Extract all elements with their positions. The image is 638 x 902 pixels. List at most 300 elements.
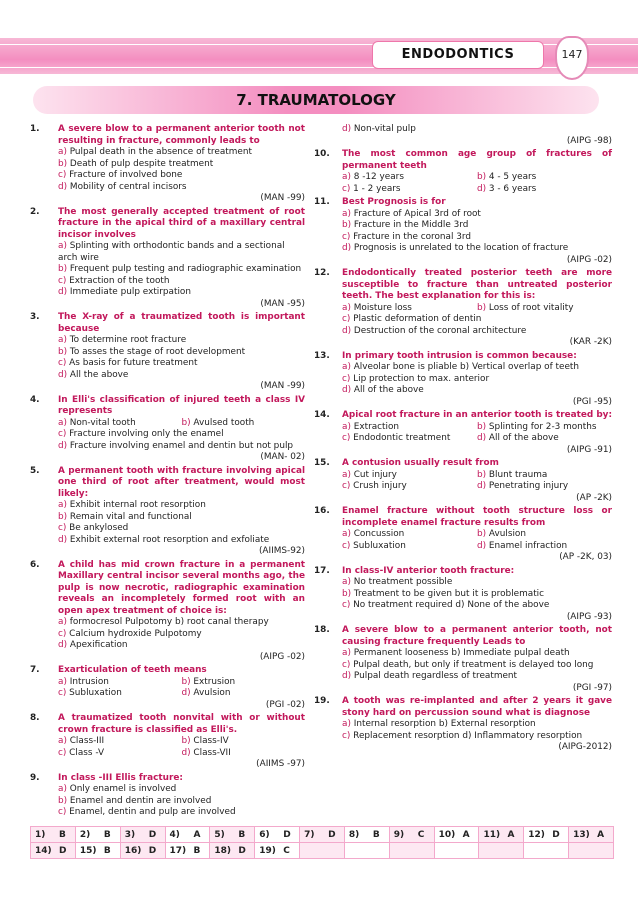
answer-number: 9)	[393, 829, 405, 840]
question-options	[342, 124, 612, 136]
option-letter: d)	[477, 433, 489, 443]
option-letter: b)	[477, 172, 489, 182]
option-letter: d)	[58, 440, 70, 451]
option-text: Permanent looseness b) Immediate pulpal death	[353, 648, 570, 658]
question-number: 6.	[30, 559, 40, 570]
option-letter: c)	[58, 628, 70, 639]
answer-number: 11)	[483, 829, 501, 840]
option	[477, 470, 612, 482]
option-letter: d)	[342, 325, 354, 336]
question-options	[58, 784, 305, 819]
option	[342, 470, 477, 482]
answer-cell	[210, 827, 255, 842]
option-letter: c)	[58, 807, 70, 817]
question-number: 3.	[30, 312, 40, 322]
option-text: No treatment possible	[353, 577, 453, 587]
question-options	[342, 529, 612, 552]
exam-reference: (AIPG-2012)	[558, 742, 612, 752]
option	[342, 671, 612, 683]
answer-cell	[569, 843, 613, 858]
option-letter: d)	[477, 540, 489, 551]
option-letter: d)	[58, 640, 70, 650]
option-text: All of the above	[488, 433, 559, 443]
option-pair	[342, 184, 612, 196]
option	[182, 748, 306, 760]
answer-cell	[390, 827, 435, 842]
question-number: 14.	[314, 410, 330, 420]
option-text: Subluxation	[69, 688, 122, 698]
option	[342, 433, 477, 445]
option-pair	[58, 688, 305, 700]
answer-row	[30, 826, 614, 843]
option	[58, 347, 305, 359]
option-text: Class -V	[69, 747, 105, 758]
option-letter: c)	[58, 747, 70, 758]
exam-reference: (AP -2K, 03)	[559, 552, 612, 562]
question-options	[58, 500, 305, 546]
question-item	[314, 268, 612, 349]
question-item	[314, 351, 612, 409]
option-pair	[342, 541, 612, 553]
option-text: Enamel, dentin and pulp are involved	[69, 807, 236, 817]
question-number: 9.	[30, 772, 40, 783]
answer-value: A	[462, 829, 470, 840]
option-letter: c)	[342, 730, 354, 741]
exam-reference: (AIPG -98)	[566, 135, 612, 146]
option-letter: b)	[477, 529, 489, 539]
exam-reference: (AIPG -93)	[566, 611, 612, 622]
option-letter: a)	[58, 335, 70, 345]
option-text: Class-III	[69, 736, 105, 746]
option-letter: d)	[342, 243, 354, 253]
question-text: A traumatized tooth nonvital with or without crown fracture is classified as Elli's.	[58, 713, 305, 735]
option-letter: d)	[181, 747, 194, 758]
option-text: All the above	[69, 369, 129, 380]
option	[342, 589, 612, 601]
answer-cell	[121, 843, 166, 858]
option-text: Fracture in the Middle 3rd	[353, 220, 469, 230]
question-options	[58, 418, 305, 453]
option-letter: c)	[58, 429, 70, 439]
question-item	[30, 466, 305, 558]
answer-cell	[76, 843, 121, 858]
question-number: 10.	[314, 149, 330, 159]
question-item	[314, 197, 612, 266]
option	[477, 184, 612, 196]
option-letter: a)	[58, 736, 70, 746]
answer-cell	[435, 827, 480, 842]
option-text: Endodontic treatment	[353, 433, 451, 443]
exam-reference: (AIIMS-92)	[258, 546, 305, 556]
option	[58, 535, 305, 547]
option	[342, 209, 612, 221]
option-pair	[58, 748, 305, 760]
answer-value: B	[103, 829, 111, 840]
option-text: Enamel and dentin are involved	[69, 795, 212, 806]
option-letter: b)	[181, 676, 194, 687]
answer-value: D	[283, 829, 291, 840]
option-text: No treatment required d) None of the above	[353, 600, 550, 610]
answer-value: B	[193, 845, 201, 856]
answer-cell	[300, 827, 345, 842]
option-letter: b)	[58, 264, 70, 274]
answer-number: 17)	[169, 845, 187, 856]
question-item	[314, 625, 612, 694]
answer-value: D	[238, 845, 246, 856]
question-text: Exarticulation of teeth means	[58, 665, 207, 675]
question-text: A permanent tooth with fracture involving apical one third of root after treatment, would most likely:	[58, 465, 305, 499]
option	[58, 370, 305, 382]
option	[58, 617, 305, 629]
option-letter: d)	[342, 671, 354, 681]
option-text: Exhibit internal root resorption	[69, 500, 206, 510]
answer-value: B	[372, 829, 380, 840]
question-number: 2.	[30, 206, 40, 217]
option-text: 8 -12 years	[353, 172, 404, 182]
question-item	[314, 566, 612, 624]
option-letter: a)	[58, 617, 70, 627]
question-item	[30, 560, 305, 664]
option-text: Enamel infraction	[488, 540, 568, 551]
option	[342, 385, 612, 397]
option-text: As basis for future treatment	[69, 358, 198, 368]
option	[58, 159, 305, 171]
option-letter: a)	[342, 421, 354, 432]
exam-reference: (AIPG -02)	[259, 651, 305, 662]
option-letter: c)	[342, 600, 354, 610]
answer-number: 6)	[259, 829, 270, 840]
option	[342, 314, 612, 326]
answer-cell	[435, 843, 480, 858]
option	[58, 677, 182, 689]
answer-value: D	[148, 829, 157, 840]
chapter-title: 7. TRAUMATOLOGY	[33, 86, 599, 114]
option-pair	[342, 422, 612, 434]
question-text: A severe blow to a permanent anterior tooth, not causing fracture frequently Leads to	[342, 625, 612, 647]
option	[342, 326, 612, 338]
option-pair	[342, 172, 612, 184]
question-options	[342, 648, 612, 683]
option	[342, 124, 612, 136]
answer-value: A	[507, 829, 515, 840]
answer-number: 1)	[35, 829, 46, 840]
option-text: Blunt trauma	[488, 469, 548, 480]
question-options	[58, 736, 305, 759]
option	[58, 796, 305, 808]
answer-number: 15)	[79, 845, 97, 856]
answer-value: A	[597, 829, 605, 840]
question-text: The most generally accepted treatment of root fracture in the apical third of a maxillary central incisor involves	[58, 206, 305, 240]
question-options	[58, 617, 305, 652]
exam-reference: (MAN -99)	[260, 381, 305, 391]
option-letter: c)	[342, 659, 354, 670]
option-text: Extrusion	[193, 676, 236, 687]
question-item	[30, 665, 305, 711]
option-text: Alveolar bone is pliable b) Vertical overlap of teeth	[353, 362, 580, 372]
question-item	[30, 207, 305, 311]
option	[58, 688, 182, 700]
option-letter: d)	[477, 183, 489, 194]
question-number: 11.	[314, 197, 330, 207]
option	[342, 529, 477, 541]
question-item	[314, 458, 612, 504]
question-options	[342, 422, 612, 445]
option-letter: a)	[58, 784, 70, 794]
option-text: Mobility of central incisors	[69, 181, 187, 192]
option-text: Exhibit external root resorption and exfoliate	[69, 534, 270, 545]
answer-value: B	[103, 845, 111, 856]
exam-reference: (AIPG -91)	[566, 444, 612, 455]
option	[58, 640, 305, 652]
option-text: Class-VII	[193, 747, 231, 758]
option-text: Splinting for 2-3 months	[488, 421, 597, 432]
answer-cell	[255, 843, 300, 858]
answer-number: 19)	[259, 845, 276, 856]
option-text: Pulpal death, but only if treatment is delayed too long	[353, 659, 594, 670]
question-number: 12.	[314, 268, 330, 278]
option	[477, 172, 612, 184]
option-text: All of the above	[353, 385, 424, 395]
option	[477, 422, 612, 434]
option-text: Concussion	[353, 529, 405, 539]
option	[58, 241, 305, 264]
question-item	[314, 149, 612, 195]
answer-number: 10)	[438, 829, 456, 840]
option-letter: a)	[342, 719, 354, 729]
option-letter: c)	[342, 481, 354, 491]
answer-value: D	[328, 829, 336, 840]
answer-number: 18)	[214, 845, 232, 856]
option-letter: b)	[181, 417, 194, 428]
option-text: Frequent pulp testing and radiographic examination	[69, 264, 302, 274]
option-text: Subluxation	[353, 540, 406, 551]
option	[58, 418, 182, 430]
question-text: The most common age group of fractures of permanent teeth	[342, 149, 612, 171]
option	[58, 784, 305, 796]
option-letter: a)	[342, 577, 354, 587]
answer-cell	[166, 827, 211, 842]
option-letter: c)	[342, 314, 354, 324]
exam-reference: (MAN- 02)	[260, 452, 305, 462]
answer-number: 7)	[304, 829, 315, 840]
option	[342, 374, 612, 386]
option-letter: a)	[58, 417, 70, 428]
question-number: 18.	[314, 625, 330, 635]
option-text: Moisture loss	[353, 302, 412, 313]
option	[58, 748, 182, 760]
option-letter: a)	[342, 362, 354, 372]
option-text: 4 - 5 years	[488, 172, 537, 182]
option-text: Death of pulp despite treatment	[69, 158, 214, 169]
answer-cell	[31, 843, 76, 858]
question-item	[30, 395, 305, 464]
option	[477, 433, 612, 445]
option-letter: a)	[58, 500, 70, 510]
answer-cell	[479, 843, 524, 858]
option	[477, 529, 612, 541]
option-text: Apexification	[69, 640, 128, 650]
option-text: To determine root fracture	[69, 335, 187, 345]
option-letter: c)	[342, 373, 354, 384]
answer-number: 2)	[79, 829, 91, 840]
option	[342, 172, 477, 184]
option-text: Destruction of the coronal architecture	[353, 325, 527, 336]
option-pair	[342, 529, 612, 541]
option-text: Remain vital and functional	[69, 511, 192, 522]
question-options	[58, 241, 305, 299]
option-text: Non-vital pulp	[353, 124, 416, 134]
option	[342, 577, 612, 589]
option	[182, 677, 306, 689]
question-number: 16.	[314, 506, 330, 516]
option	[342, 303, 477, 315]
option-letter: a)	[342, 648, 354, 658]
option-letter: a)	[342, 172, 354, 182]
option	[58, 629, 305, 641]
option	[58, 500, 305, 512]
answer-number: 14)	[35, 845, 52, 856]
option	[58, 170, 305, 182]
right-column	[314, 124, 612, 756]
option-letter: c)	[342, 540, 354, 551]
answer-value: B	[238, 829, 246, 840]
answer-value: D	[148, 845, 157, 856]
question-options	[342, 303, 612, 338]
question-number: 15.	[314, 458, 330, 468]
question-text: In class -III Ellis fracture:	[58, 772, 183, 783]
option-text: Non-vital tooth	[69, 417, 136, 428]
exam-reference: (AIIMS -97)	[256, 759, 305, 769]
option-letter: c)	[58, 358, 70, 368]
option-letter: b)	[58, 511, 70, 522]
option-letter: d)	[477, 481, 489, 491]
question-number: 1.	[30, 124, 40, 134]
question-text: In Elli's classification of injured teeth a class IV represents	[58, 394, 305, 416]
answer-value: D	[552, 829, 560, 840]
option-letter: b)	[342, 220, 354, 230]
option-text: Class-IV	[193, 736, 229, 746]
option-pair	[342, 433, 612, 445]
answer-value: B	[59, 829, 66, 840]
question-number: 17.	[314, 565, 330, 576]
option-letter: a)	[58, 676, 70, 687]
answer-cell	[345, 827, 390, 842]
question-options	[58, 335, 305, 381]
option-letter: b)	[477, 421, 489, 432]
option-letter: b)	[58, 795, 70, 806]
option	[58, 182, 305, 194]
option	[58, 429, 305, 441]
answer-value: C	[417, 829, 425, 840]
answer-number: 12)	[528, 829, 545, 840]
option-text: Avulsion	[488, 529, 526, 539]
question-item	[30, 773, 305, 819]
answer-cell	[524, 843, 569, 858]
option-letter: d)	[181, 688, 194, 698]
option-text: Internal resorption b) External resorption	[353, 719, 536, 729]
question-options	[342, 577, 612, 612]
question-options	[342, 362, 612, 397]
exam-reference: (AP -2K)	[576, 492, 612, 503]
answer-number: 4)	[169, 829, 180, 840]
question-number: 19.	[314, 696, 330, 706]
left-column	[30, 124, 305, 821]
question-item	[314, 506, 612, 564]
option-letter: a)	[342, 302, 354, 313]
option-text: 3 - 6 years	[488, 183, 537, 194]
option-letter: c)	[58, 523, 70, 533]
exam-reference: (KAR -2K)	[569, 337, 612, 347]
option-pair	[342, 481, 612, 493]
option	[342, 648, 612, 660]
option-pair	[58, 677, 305, 689]
option-text: Be ankylosed	[69, 523, 129, 533]
exam-reference: (MAN -95)	[260, 298, 305, 309]
answer-cell	[390, 843, 435, 858]
option	[58, 358, 305, 370]
option-text: To asses the stage of root development	[69, 346, 246, 357]
answer-cell	[524, 827, 569, 842]
option	[342, 600, 612, 612]
answer-cell	[210, 843, 255, 858]
question-item	[314, 696, 612, 754]
option-text: Only enamel is involved	[69, 784, 177, 794]
option-text: Extraction	[353, 421, 400, 432]
answer-value: A	[193, 829, 201, 840]
question-item	[314, 410, 612, 456]
answer-number: 16)	[124, 845, 142, 856]
option	[58, 276, 305, 288]
exam-reference: (PGI -95)	[572, 396, 612, 407]
option-text: Fracture in the coronal 3rd	[353, 231, 472, 242]
question-number: 8.	[30, 713, 40, 723]
option	[58, 287, 305, 299]
option-text: Intrusion	[69, 676, 109, 687]
answer-number: 13)	[573, 829, 590, 840]
option-letter: b)	[181, 736, 194, 746]
answer-cell	[166, 843, 211, 858]
answer-cell	[479, 827, 524, 842]
option-letter: b)	[477, 302, 489, 313]
option	[182, 736, 306, 748]
option	[58, 807, 305, 819]
option-text: Fracture involving only the enamel	[69, 429, 224, 439]
option	[342, 731, 612, 743]
answer-cell	[76, 827, 121, 842]
option-letter: a)	[342, 469, 354, 480]
option-text: Loss of root vitality	[488, 302, 574, 313]
option-letter: a)	[58, 241, 70, 251]
question-number: 13.	[314, 350, 330, 361]
option-text: Plastic deformation of dentin	[353, 314, 482, 324]
question-options	[342, 209, 612, 255]
option-letter: c)	[58, 170, 70, 180]
option-letter: d)	[58, 181, 70, 192]
question-text: Enamel fracture without tooth structure loss or incomplete enamel fracture results from	[342, 506, 612, 528]
question-options	[58, 677, 305, 700]
option-text: Penetrating injury	[488, 481, 569, 491]
option	[342, 232, 612, 244]
question-text: A child has mid crown fracture in a permanent Maxillary central incisor several months ago, the pulp is now necrotic, radiographic examination reveals an incompletely formed root with an open apex treatment of choice is:	[58, 559, 305, 616]
option-letter: c)	[58, 275, 70, 286]
option-text: Avulsion	[193, 688, 231, 698]
question-options	[342, 719, 612, 742]
option	[342, 719, 612, 731]
option-text: Splinting with orthodontic bands and a sectional arch wire	[58, 241, 285, 263]
option	[477, 481, 612, 493]
option-letter: a)	[58, 147, 70, 157]
option	[342, 220, 612, 232]
